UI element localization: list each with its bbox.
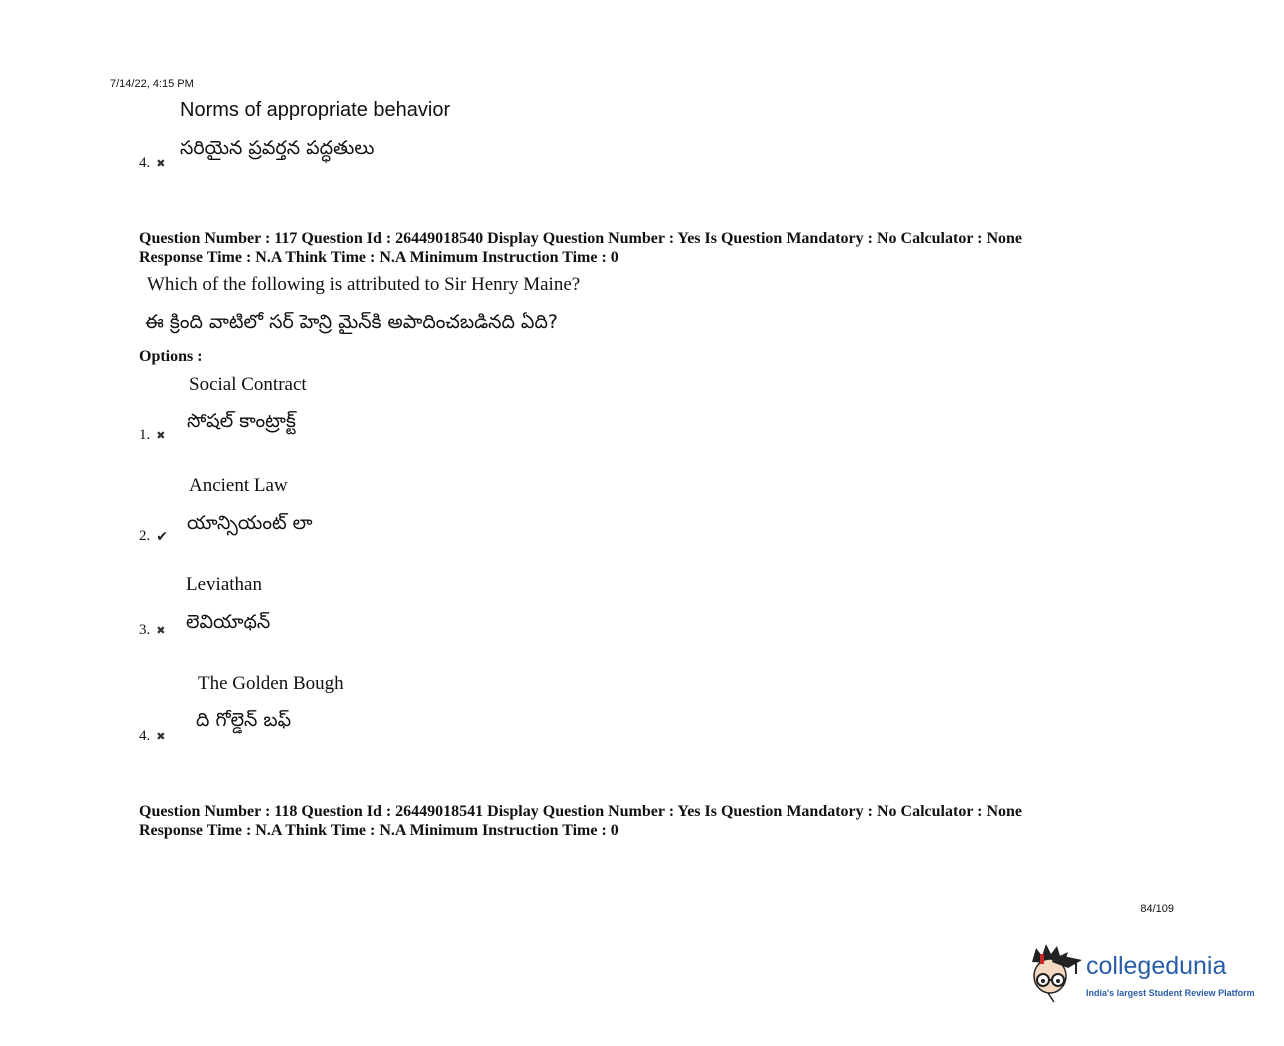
page-number: 84/109 [1140,903,1174,915]
question-meta-line2: Response Time : N.A Think Time : N.A Minimum Instruction Time : 0 [139,822,619,839]
option-number-label: 2. [139,528,151,544]
wrong-mark-icon: ✖ [156,730,166,743]
correct-check-icon: ✔ [156,528,168,545]
option-number-label: 4. [139,728,151,744]
option-2-text-te: యాన్సియంట్ లా [187,512,313,534]
option-number-label: 4. [139,155,151,171]
option-1-number [139,427,165,444]
option-1-text-en: Social Contract [189,374,307,395]
option-3-number [139,622,165,639]
print-timestamp: 7/14/22, 4:15 PM [110,78,194,90]
logo-tagline: India's largest Student Review Platform [1086,988,1255,998]
question-meta-line1: Question Number : 117 Question Id : 26449018540 Display Question Number : Yes Is Question Mandatory : No Calculator : None [139,230,1023,247]
options-label: Options : [139,348,203,365]
option-1-text-te: సోషల్ కాంట్రాక్ట్ [187,410,296,432]
question-meta-line2: Response Time : N.A Think Time : N.A Minimum Instruction Time : 0 [139,249,619,266]
collegedunia-logo [1024,940,1264,1010]
prev-option-text-te: సరియైన ప్రవర్తన పద్ధతులు [180,137,375,159]
option-3-text-en: Leviathan [186,574,262,595]
option-2-text-en: Ancient Law [189,475,288,496]
prev-option-number [139,155,165,172]
logo-brand: collegedunia [1086,952,1227,980]
question-text-te: ఈ క్రింది వాటిలో సర్ హెన్రి మైన్‌కి అపాదించబడినది ఏది? [145,311,558,333]
question-text-en: Which of the following is attributed to Sir Henry Maine? [147,274,581,295]
wrong-mark-icon: ✖ [156,157,166,170]
option-2-number [139,528,168,545]
option-4-number [139,728,165,745]
option-3-text-te: లెవియాథన్ [186,611,271,633]
option-number-label: 3. [139,622,151,638]
question-meta-line1: Question Number : 118 Question Id : 26449018541 Display Question Number : Yes Is Question Mandatory : No Calculator : None [139,803,1023,820]
prev-option-text-en: Norms of appropriate behavior [180,99,451,121]
mascot-icon [1024,940,1086,1010]
wrong-mark-icon: ✖ [156,624,166,637]
option-4-text-en: The Golden Bough [198,673,344,694]
option-4-text-te: ది గోల్డెన్ బఫ్ [196,709,292,731]
wrong-mark-icon: ✖ [156,429,166,442]
option-number-label: 1. [139,427,151,443]
